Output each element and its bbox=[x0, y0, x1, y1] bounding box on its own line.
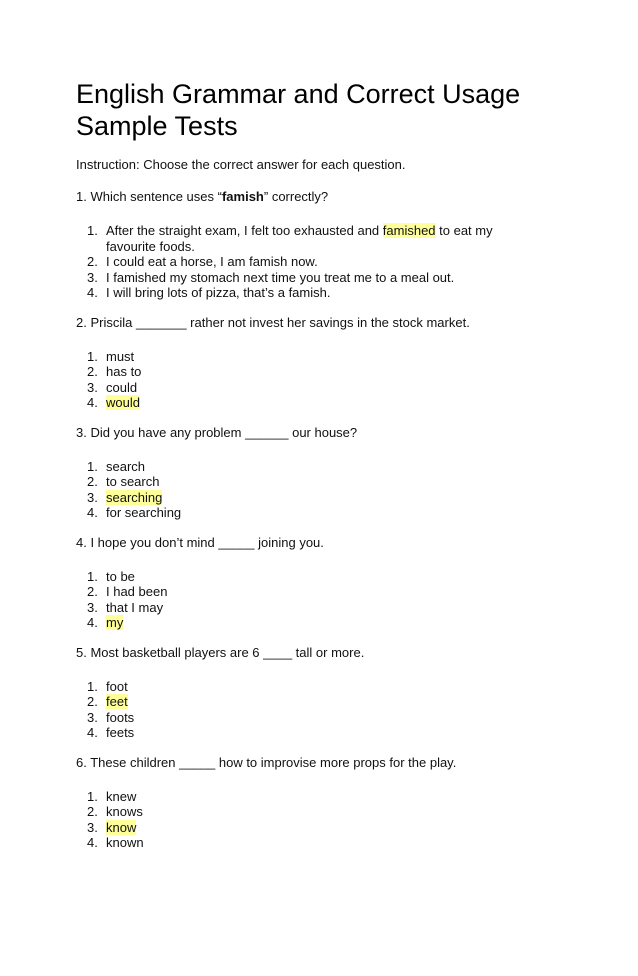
question-3-options bbox=[76, 459, 596, 521]
option-number: 3. bbox=[87, 709, 98, 725]
option-number: 1. bbox=[87, 223, 98, 238]
option-text: search bbox=[106, 458, 146, 474]
option-text: to search bbox=[106, 474, 160, 489]
question-6-option-2 bbox=[76, 804, 596, 820]
option-text: I will bring lots of pizza, that’s a famish. bbox=[106, 285, 331, 300]
highlighted-answer: would bbox=[106, 395, 140, 410]
option-text: feets bbox=[106, 725, 135, 740]
question-5-option-2 bbox=[76, 694, 596, 710]
option-number: 1. bbox=[87, 788, 98, 804]
question-4-option-4 bbox=[76, 615, 596, 631]
highlighted-answer: know bbox=[106, 819, 137, 835]
option-text: I famished my stomach next time you treat me to a meal out. bbox=[106, 269, 455, 285]
question-5-option-1 bbox=[76, 679, 596, 695]
question-1-options bbox=[76, 223, 596, 301]
option-number: 3. bbox=[87, 819, 98, 835]
option-text: could bbox=[106, 379, 138, 395]
highlighted-answer: famished bbox=[382, 223, 436, 238]
option-number: 4. bbox=[87, 835, 98, 850]
option-text: knows bbox=[106, 804, 143, 819]
option-number: 3. bbox=[87, 599, 98, 615]
option-number: 4. bbox=[87, 505, 98, 520]
question-2-option-3 bbox=[76, 380, 596, 396]
question-2: 2. Priscila _______ rather not invest her savings in the stock market. bbox=[76, 314, 470, 330]
option-number: 3. bbox=[87, 269, 98, 285]
instruction-text: Instruction: Choose the correct answer for each question. bbox=[76, 157, 406, 172]
option-text-after: to eat my favourite foods. bbox=[106, 223, 493, 254]
question-6: 6. These children _____ how to improvise more props for the play. bbox=[76, 754, 457, 770]
question-1-option-2 bbox=[76, 254, 596, 270]
highlighted-answer: searching bbox=[106, 489, 163, 505]
page-title bbox=[76, 78, 596, 142]
option-text: to be bbox=[106, 568, 135, 584]
question-3-option-1 bbox=[76, 459, 596, 475]
option-text: knew bbox=[106, 788, 137, 804]
option-number: 1. bbox=[87, 568, 98, 584]
question-1-prefix: 1. Which sentence uses “ bbox=[76, 189, 222, 204]
question-3-option-4 bbox=[76, 505, 596, 521]
option-number: 2. bbox=[87, 364, 98, 379]
question-4-option-1 bbox=[76, 569, 596, 585]
question-1-option-1 bbox=[76, 223, 516, 254]
question-5: 5. Most basketball players are 6 ____ tall or more. bbox=[76, 644, 365, 660]
option-number: 4. bbox=[87, 725, 98, 740]
option-text: known bbox=[106, 835, 144, 850]
option-text-before: After the straight exam, I felt too exhausted and bbox=[106, 223, 383, 238]
question-5-option-4 bbox=[76, 725, 596, 741]
document-page bbox=[76, 78, 596, 851]
option-number: 1. bbox=[87, 458, 98, 474]
question-2-option-2 bbox=[76, 364, 596, 380]
option-text: must bbox=[106, 348, 135, 364]
question-4-option-2 bbox=[76, 584, 596, 600]
question-6-option-4 bbox=[76, 835, 596, 851]
question-1-keyword: famish bbox=[221, 189, 264, 204]
option-number: 1. bbox=[87, 348, 98, 364]
question-1-suffix: ” correctly? bbox=[263, 189, 329, 204]
question-3-option-3 bbox=[76, 490, 596, 506]
option-number: 1. bbox=[87, 678, 98, 694]
option-number: 3. bbox=[87, 489, 98, 505]
highlighted-answer: feet bbox=[106, 694, 128, 709]
question-6-option-1 bbox=[76, 789, 596, 805]
question-6-option-3 bbox=[76, 820, 596, 836]
option-number: 2. bbox=[87, 584, 98, 599]
option-text: that I may bbox=[106, 599, 164, 615]
question-4-options bbox=[76, 569, 596, 631]
question-1-option-4 bbox=[76, 285, 596, 301]
option-text: foots bbox=[106, 709, 135, 725]
question-5-option-3 bbox=[76, 710, 596, 726]
question-3-option-2 bbox=[76, 474, 596, 490]
option-text: has to bbox=[106, 364, 142, 379]
title-line-2: Sample Tests bbox=[76, 111, 238, 141]
question-1 bbox=[76, 189, 596, 205]
question-2-options bbox=[76, 349, 596, 411]
option-number: 2. bbox=[87, 254, 98, 269]
option-number: 4. bbox=[87, 615, 98, 630]
option-number: 2. bbox=[87, 474, 98, 489]
option-number: 2. bbox=[87, 804, 98, 819]
question-6-options bbox=[76, 789, 596, 851]
question-5-options bbox=[76, 679, 596, 741]
question-1-option-3 bbox=[76, 270, 596, 286]
option-number: 3. bbox=[87, 379, 98, 395]
option-text: for searching bbox=[106, 505, 182, 520]
highlighted-answer: my bbox=[106, 615, 124, 630]
question-4-option-3 bbox=[76, 600, 596, 616]
title-line-1: English Grammar and Correct Usage bbox=[76, 79, 521, 109]
option-text: foot bbox=[106, 678, 128, 694]
option-text: I could eat a horse, I am famish now. bbox=[106, 254, 318, 269]
option-text: I had been bbox=[106, 584, 168, 599]
option-number: 4. bbox=[87, 285, 98, 300]
option-number: 4. bbox=[87, 395, 98, 410]
question-4: 4. I hope you don’t mind _____ joining you. bbox=[76, 534, 324, 550]
question-2-option-4 bbox=[76, 395, 596, 411]
option-number: 2. bbox=[87, 694, 98, 709]
question-2-option-1 bbox=[76, 349, 596, 365]
question-3: 3. Did you have any problem ______ our house? bbox=[76, 424, 358, 440]
